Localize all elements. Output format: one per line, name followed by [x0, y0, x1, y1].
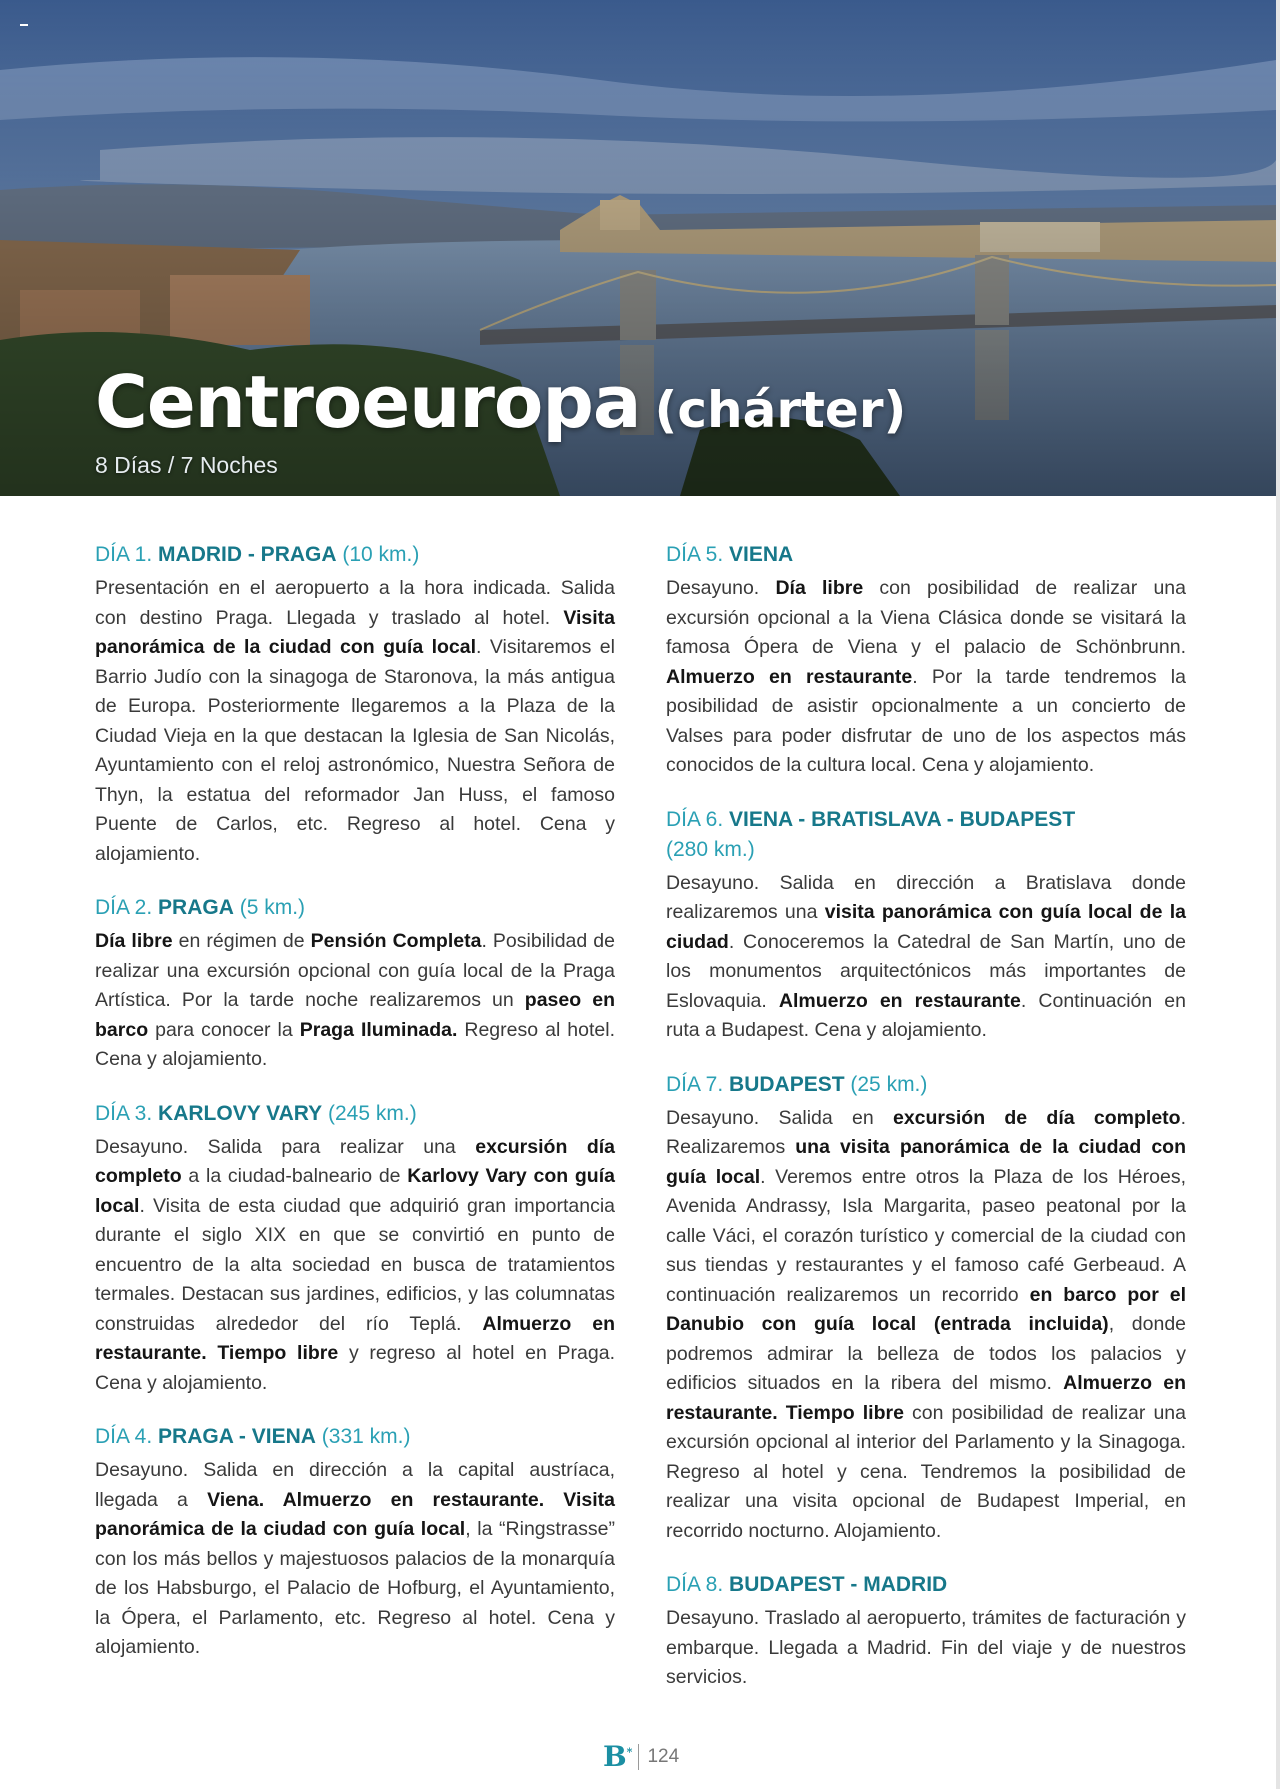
page-number: 124 [647, 1745, 680, 1767]
day-1-description: Presentación en el aeropuerto a la hora indicada. Salida con destino Praga. Llegada y traslado al hotel. Visita panorámica de la ciudad con guía local. Visitaremos el Barrio Judío con la sinagoga de Staronova, la más antigua de Europa. Posteriormente llegaremos a la Plaza de la Ciudad Vieja en la que destacan la Iglesia de San Nicolás, Ayuntamiento con el reloj astronómico, Nuestra Señora de Thyn, la estatua del reformador Jan Huss, el famoso Puente de Carlos, etc. Regreso al hotel. Cena y alojamiento. [95, 577, 615, 865]
day-1-heading [95, 540, 615, 570]
day-2-section [95, 893, 615, 1075]
day-2-description: Día libre en régimen de Pensión Completa. Posibilidad de realizar una excursión opcional con guía local de la Praga Artística. Por la tarde noche realizaremos un paseo en barco para conocer la Praga Iluminada. Regreso al hotel. Cena y alojamiento. [95, 930, 615, 1070]
day-6-section [666, 805, 1186, 1046]
day-3-heading [95, 1099, 615, 1129]
day-distance: (331 km.) [315, 1425, 411, 1448]
page-title: Centroeuropa [95, 360, 641, 444]
itinerary-column-left [95, 540, 615, 1687]
day-distance: (5 km.) [233, 896, 306, 919]
day-7-description: Desayuno. Salida en excursión de día completo. Realizaremos una visita panorámica de la ciudad con guía local. Veremos entre otros la Plaza de los Héroes, Avenida Andrassy, Isla Margarita, paseo peatonal por la calle Váci, el corazón turístico y comercial de la ciudad con sus tiendas y restaurantes y el famoso café Gerbeaud. A continuación realizaremos un recorrido en barco por el Danubio con guía local (entrada incluida), donde podremos admirar la belleza de todos los palacios y edificios situados en la ribera del mismo. Almuerzo en restaurante. Tiempo libre con posibilidad de realizar una excursión opcional al interior del Parlamento y la Sinagoga. Regreso al hotel y cena. Tendremos la posibilidad de realizar una visita opcional de Budapest Imperial, en recorrido nocturno. Alojamiento. [666, 1106, 1187, 1542]
day-3-description: Desayuno. Salida para realizar una excursión día completo a la ciudad-balneario de Karlovy Vary con guía local. Visita de esta ciudad que adquirió gran importancia durante el siglo XIX en que se convirtió en punto de encuentro de la alta sociedad en busca de tratamientos termales. Destacan sus jardines, edificios, y las columnatas construidas alrededor del río Teplá. Almuerzo en restaurante. Tiempo libre y regreso al hotel en Praga. Cena y alojamiento. [95, 1135, 615, 1394]
itinerary-column-right [666, 540, 1186, 1717]
day-distance: (280 km.) [666, 837, 755, 861]
hero-title-group [95, 360, 906, 444]
day-route: BUDAPEST - MADRID [729, 1573, 948, 1596]
page-footer [603, 1740, 679, 1773]
corner-mark [20, 24, 28, 26]
day-number: DÍA 7. [666, 1072, 730, 1096]
day-number: DÍA 4. [95, 1425, 159, 1448]
day-1-section [95, 540, 615, 869]
day-distance: (10 km.) [336, 543, 420, 566]
day-7-heading [666, 1070, 1186, 1100]
page-edge [1276, 0, 1280, 1789]
day-number: DÍA 2. [95, 896, 159, 919]
day-number: DÍA 5. [666, 543, 730, 566]
day-8-section [666, 1570, 1186, 1693]
day-number: DÍA 1. [95, 543, 159, 566]
day-3-section [95, 1099, 615, 1399]
trip-duration: 8 Días / 7 Noches [95, 452, 278, 478]
day-8-heading [666, 1570, 1186, 1600]
day-route: VIENA - BRATISLAVA - BUDAPEST [729, 807, 1076, 831]
day-6-heading [666, 805, 1186, 865]
day-route: VIENA [729, 543, 794, 566]
day-5-heading [666, 540, 1186, 570]
day-route: BUDAPEST [729, 1072, 845, 1096]
day-distance: (245 km.) [322, 1101, 417, 1125]
day-8-description: Desayuno. Traslado al aeropuerto, trámites de facturación y embarque. Llegada a Madrid. Fin del viaje y de nuestros servicios. [666, 1607, 1186, 1688]
footer-divider [638, 1744, 639, 1770]
day-route: MADRID - PRAGA [158, 543, 337, 566]
day-5-description: Desayuno. Día libre con posibilidad de realizar una excursión opcional a la Viena Clásica donde se visitará la famosa Ópera de Viena y el palacio de Schönbrunn. Almuerzo en restaurante. Por la tarde tendremos la posibilidad de asistir opcionalmente a un concierto de Valses para poder disfrutar de uno de los aspectos más conocidos de la cultura local. Cena y alojamiento. [666, 577, 1186, 776]
day-2-heading [95, 893, 615, 923]
day-number: DÍA 3. [95, 1101, 159, 1125]
day-distance: (25 km.) [844, 1072, 928, 1096]
day-route: PRAGA [158, 896, 234, 919]
hero-banner [0, 0, 1276, 496]
day-route: PRAGA - VIENA [158, 1425, 316, 1448]
day-6-description: Desayuno. Salida en dirección a Bratislava donde realizaremos una visita panorámica con guía local de la ciudad. Conoceremos la Catedral de San Martín, uno de los monumentos arquitectónicos más importantes de Eslovaquia. Almuerzo en restaurante. Continuación en ruta a Budapest. Cena y alojamiento. [666, 871, 1186, 1041]
day-5-section [666, 540, 1186, 781]
day-4-section [95, 1422, 615, 1663]
brand-logo: B* [603, 1740, 633, 1773]
day-number: DÍA 6. [666, 807, 730, 831]
day-7-section [666, 1070, 1186, 1547]
day-4-heading [95, 1422, 615, 1452]
day-number: DÍA 8. [666, 1573, 730, 1596]
day-4-description: Desayuno. Salida en dirección a la capital austríaca, llegada a Viena. Almuerzo en restaurante. Visita panorámica de la ciudad con guía local, la “Ringstrasse” con los más bellos y majestuosos palacios de la monarquía de los Habsburgo, el Palacio de Hofburg, el Ayuntamiento, la Ópera, el Parlamento, etc. Regreso al hotel. Cena y alojamiento. [95, 1459, 615, 1658]
day-route: KARLOVY VARY [158, 1101, 323, 1125]
page-subtitle: (chárter) [654, 381, 907, 439]
